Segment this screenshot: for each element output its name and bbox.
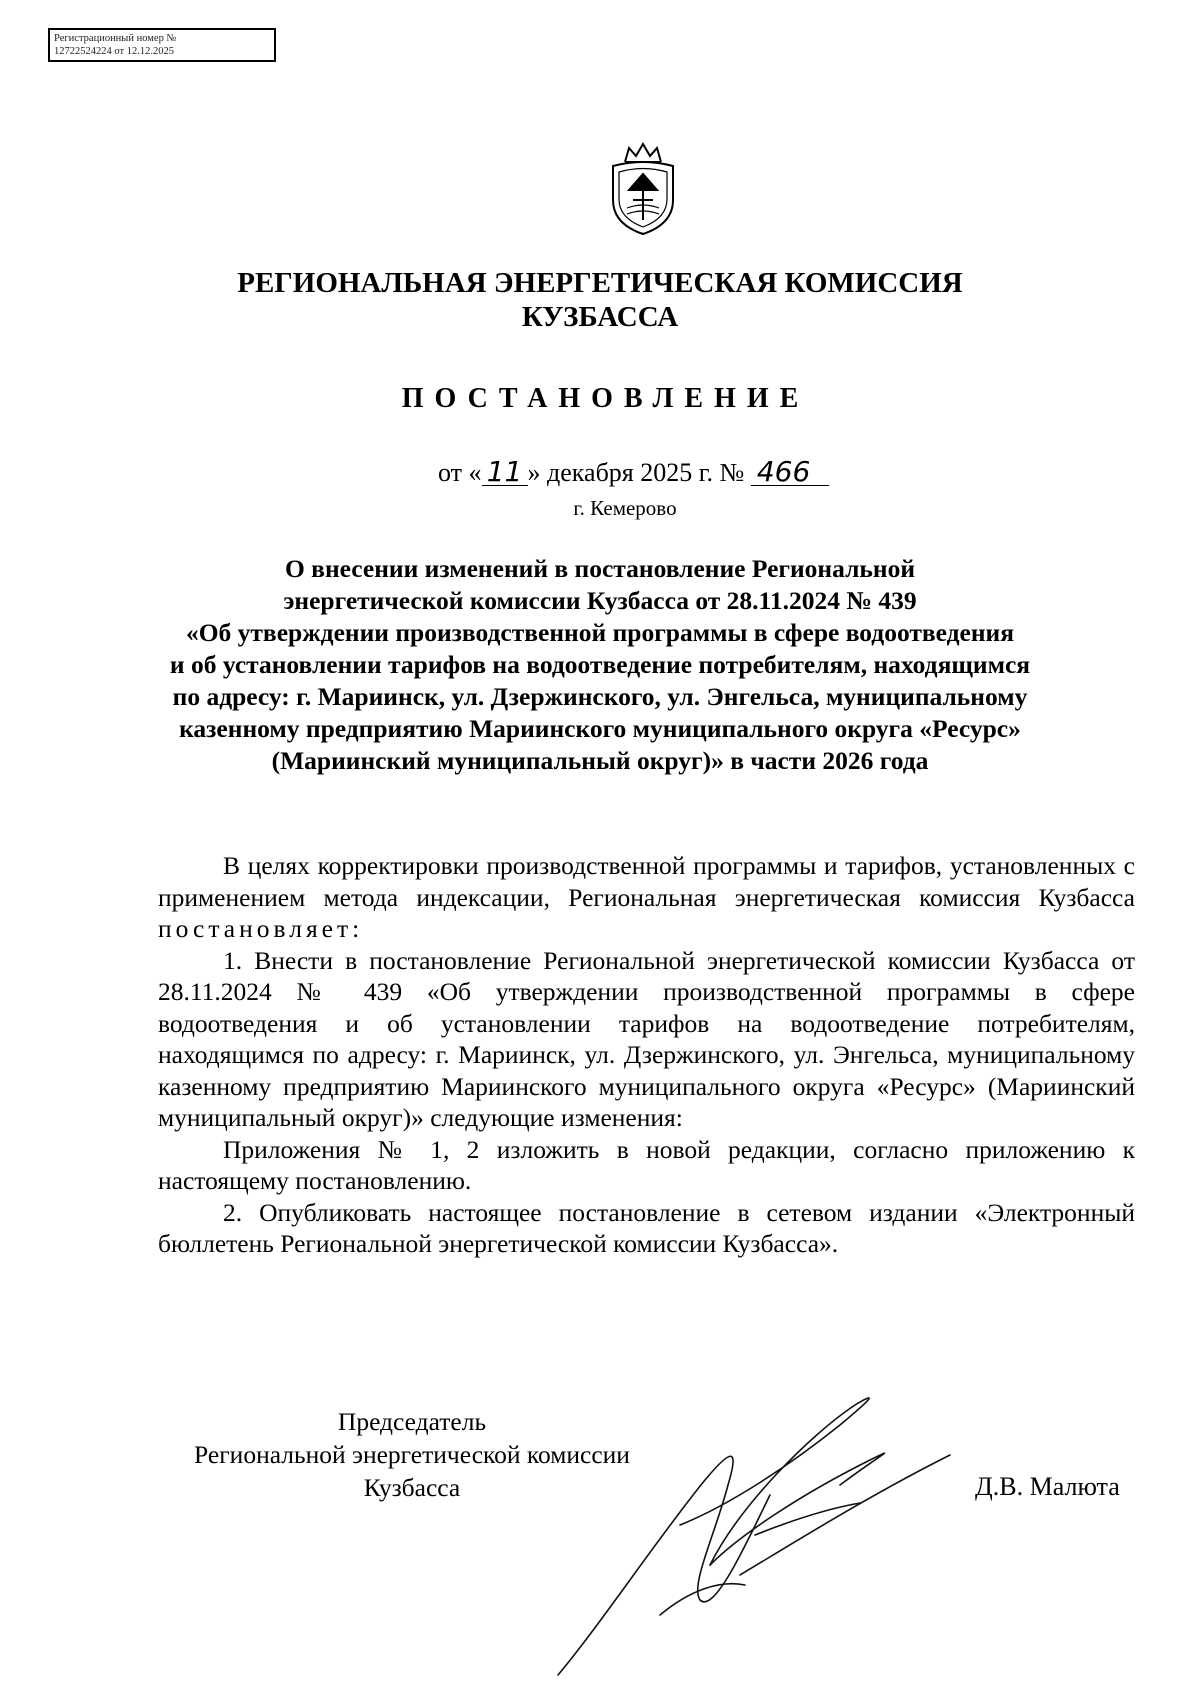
organization-name bbox=[0, 266, 1200, 334]
coat-of-arms-icon bbox=[603, 138, 683, 238]
subject-line: казенному предприятию Мариинского муниципального округа «Ресурс» bbox=[179, 714, 1021, 743]
signatory-title-line1: Председатель bbox=[337, 1407, 487, 1436]
body-item-2: 2. Опубликовать настоящее постановление в сетевом издании «Электронный бюллетень Региональной энергетической комиссии Кузбасса». bbox=[158, 1197, 1135, 1258]
subject-line: О внесении изменений в постановление Региональной bbox=[284, 554, 916, 583]
organization-name-line2: КУЗБАССА bbox=[521, 301, 679, 333]
signatory-title-line3: Кузбасса bbox=[363, 1473, 461, 1502]
body-item-1-sub: Приложения № 1, 2 изложить в новой редакции, согласно приложению к настоящему постановлению. bbox=[158, 1134, 1135, 1195]
subject-line: «Об утверждении производственной программы в сфере водоотведения bbox=[185, 618, 1015, 647]
document-date-line bbox=[438, 455, 829, 488]
handwritten-signature bbox=[540, 1385, 960, 1685]
signatory-name: Д.В. Малюта bbox=[975, 1472, 1120, 1501]
subject-line: по адресу: г. Мариинск, ул. Дзержинского, ул. Энгельса, муниципальному bbox=[172, 682, 1028, 711]
subject-line: и об установлении тарифов на водоотведение потребителям, находящимся bbox=[169, 650, 1031, 679]
date-prefix: от « bbox=[438, 458, 482, 487]
registration-stamp-line2: 12722524224 от 12.12.2025 bbox=[54, 46, 174, 57]
body-intro-text: В целях корректировки производственной программы и тарифов, установленных с применением метода индексации, Региональная энергетическая комиссия Кузбасса bbox=[158, 851, 1135, 912]
subject-line: энергетической комиссии Кузбасса от 28.11.2024 № 439 bbox=[283, 586, 917, 615]
registration-stamp-line1: Регистрационный номер № bbox=[54, 33, 177, 44]
body-intro-resolves: постановляет: bbox=[158, 914, 364, 943]
date-middle: » декабря 2025 г. № bbox=[527, 458, 745, 487]
registration-stamp bbox=[48, 28, 276, 62]
document-body bbox=[158, 850, 1135, 1260]
body-item-1: 1. Внести в постановление Региональной энергетической комиссии Кузбасса от 28.11.2024 № 439 «Об утверждении производственной программы в сфере водоотведения и об установлении тарифов на водоотведение потребителям, находящимся по адресу: г. Мариинск, ул. Дзержинского, ул. Энгельса, муниципальному казенному предприятию Мариинского муниципального округа «Ресурс» (Мариинский муниципальный округ)» следующие изменения: bbox=[158, 945, 1135, 1132]
subject-line: (Мариинский муниципальный округ)» в части 2026 года bbox=[271, 746, 929, 775]
document-subject bbox=[150, 553, 1050, 777]
document-type: ПОСТАНОВЛЕНИЕ bbox=[401, 383, 810, 414]
date-day-handwritten: 11 bbox=[482, 459, 528, 486]
signatory-title-line2: Региональной энергетической комиссии bbox=[194, 1440, 630, 1469]
document-number-handwritten: 466 bbox=[751, 459, 829, 486]
organization-name-line1: РЕГИОНАЛЬНАЯ ЭНЕРГЕТИЧЕСКАЯ КОМИССИЯ bbox=[237, 267, 963, 299]
document-city: г. Кемерово bbox=[573, 496, 677, 520]
body-intro-paragraph bbox=[158, 850, 1135, 945]
